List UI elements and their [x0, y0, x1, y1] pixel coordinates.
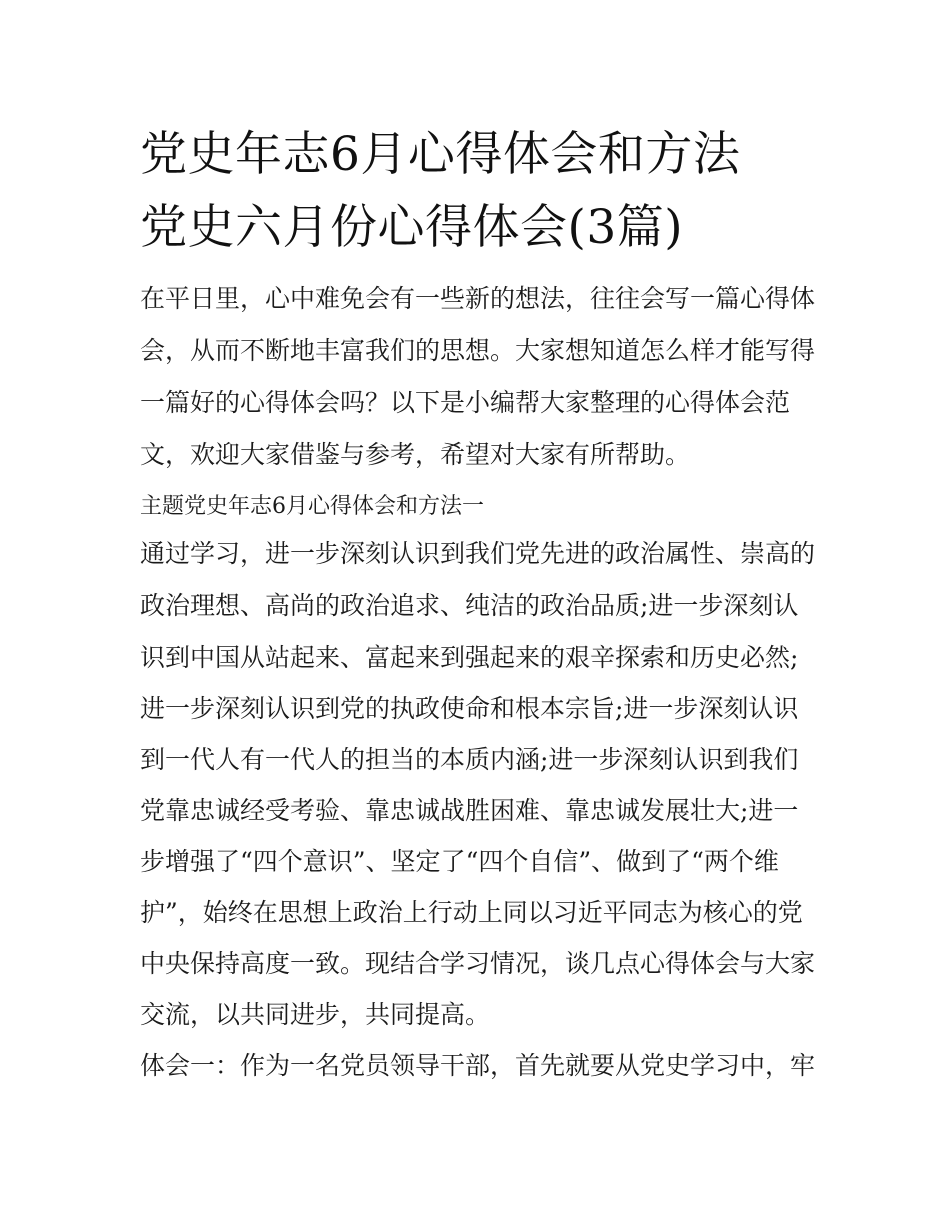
paragraph2-line-1: 体会一：作为一名党员领导干部，首先就要从党史学习中，牢	[140, 1051, 816, 1080]
intro-line-2: 会，从而不断地丰富我们的思想。大家想知道怎么样才能写得	[140, 336, 816, 365]
paragraph1-line-9: 中央保持高度一致。现结合学习情况，谈几点心得体会与大家	[140, 949, 816, 978]
paragraph1-line-2: 政治理想、高尚的政治追求、纯洁的政治品质;进一步深刻认	[140, 591, 799, 620]
intro-line-4: 文，欢迎大家借鉴与参考，希望对大家有所帮助。	[140, 440, 691, 469]
paragraph1-line-5: 到一代人有一代人的担当的本质内涵;进一步深刻认识到我们	[140, 745, 799, 774]
title-line-1: 党史年志6月心得体会和方法	[140, 127, 741, 182]
paragraph1-line-8: 护”，始终在思想上政治上行动上同以习近平同志为核心的党	[140, 898, 803, 927]
paragraph1-line-7: 步增强了“四个意识”、坚定了“四个自信”、做到了“两个维	[140, 847, 779, 876]
paragraph1-line-10: 交流，以共同进步，共同提高。	[140, 1000, 491, 1029]
title-line-2: 党史六月份心得体会(3篇)	[140, 200, 684, 255]
section-heading: 主题党史年志6月心得体会和方法一	[140, 494, 484, 519]
paragraph1-line-4: 进一步深刻认识到党的执政使命和根本宗旨;进一步深刻认识	[140, 694, 799, 723]
intro-line-3: 一篇好的心得体会吗？以下是小编帮大家整理的心得体会范	[140, 388, 791, 417]
document-title	[140, 118, 820, 264]
intro-line-1: 在平日里，心中难免会有一些新的想法，往往会写一篇心得体	[140, 284, 816, 313]
paragraph1-line-1: 通过学习，进一步深刻认识到我们党先进的政治属性、崇高的	[140, 539, 816, 568]
paragraph1-line-6: 党靠忠诚经受考验、靠忠诚战胜困难、靠忠诚发展壮大;进一	[140, 796, 799, 825]
paragraph1-line-3: 识到中国从站起来、富起来到强起来的艰辛探索和历史必然;	[140, 643, 799, 672]
